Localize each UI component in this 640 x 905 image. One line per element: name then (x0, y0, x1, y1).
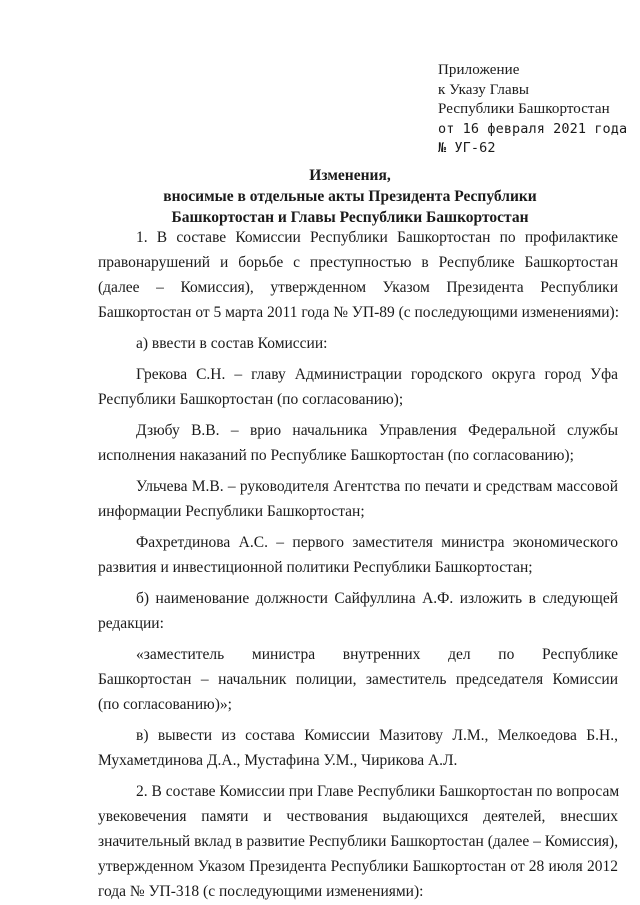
paragraph-line: (далее – Комиссия), утвержденном Указом Президента Республики (98, 279, 618, 296)
title-line: Башкортостан и Главы Республики Башкортостан (171, 209, 529, 226)
paragraph-line: 1. В составе Комиссии Республики Башкортостан по профилактике (136, 229, 618, 246)
appendix-block (438, 61, 638, 159)
paragraph-line: в) вывести из состава Комиссии Мазитову Л.М., Мелкоедова Б.Н., (136, 727, 618, 744)
title-line: Изменения, (309, 167, 391, 184)
appendix-number: № УГ-62 (438, 140, 496, 156)
paragraph-line: правонарушений и борьбе с преступностью в Республике Башкортостан (98, 254, 618, 271)
paragraph-line: значительный вклад в развитие Республики Башкортостан (далее – Комиссия), (98, 833, 619, 850)
paragraph-line: а) ввести в состав Комиссии: (136, 335, 328, 352)
paragraph (98, 642, 618, 717)
paragraph (98, 779, 618, 904)
appendix-republic: Республики Башкортостан (438, 101, 610, 117)
title-line: вносимые в отдельные акты Президента Республики (163, 188, 537, 205)
document-body (98, 225, 618, 904)
paragraph (98, 418, 618, 468)
paragraph-line: Башкортостан – начальник полиции, заместитель председателя Комиссии (98, 671, 618, 688)
paragraph-line: утвержденном Указом Президента Республики Башкортостан от 28 июля 2012 (98, 858, 618, 875)
paragraph-line: Грекова С.Н. – главу Администрации городского округа город Уфа (136, 366, 618, 383)
paragraph-line: года № УП-318 (с последующими изменениями): (98, 883, 424, 900)
paragraph-line: (по согласованию)»; (98, 696, 232, 713)
paragraph-line: 2. В составе Комиссии при Главе Республики Башкортостан по вопросам (136, 783, 620, 800)
paragraph-line: Мухаметдинова Д.А., Мустафина У.М., Чирикова А.Л. (98, 752, 458, 769)
paragraph (98, 586, 618, 636)
paragraph (98, 362, 618, 412)
appendix-decree-ref: к Указу Главы (438, 81, 530, 98)
paragraph-line: редакции: (98, 615, 164, 632)
paragraph (98, 723, 618, 773)
paragraph (98, 474, 618, 524)
paragraph (98, 331, 618, 356)
paragraph-line: исполнения наказаний по Республике Башкортостан (по согласованию); (98, 447, 574, 464)
appendix-label: Приложение (438, 62, 520, 78)
paragraph-line: информации Республики Башкортостан; (98, 503, 365, 520)
paragraph-line: Дзюбу В.В. – врио начальника Управления Федеральной службы (136, 422, 618, 439)
paragraph-line: «заместитель министра внутренних дел по Республике (136, 646, 618, 663)
paragraph-line: Башкортостан от 5 марта 2011 года № УП-89 (с последующими изменениями): (98, 304, 620, 321)
paragraph-line: развития и инвестиционной политики Республики Башкортостан; (98, 559, 533, 576)
appendix-date: от 16 февраля 2021 года (438, 120, 628, 137)
paragraph-line: увековечения памяти и чествования выдающихся деятелей, внесших (98, 808, 618, 825)
paragraph-line: Республики Башкортостан (по согласованию); (98, 391, 404, 408)
paragraph-line: б) наименование должности Сайфуллина А.Ф. изложить в следующей (136, 590, 618, 607)
paragraph (98, 225, 618, 325)
paragraph-line: Ульчева М.В. – руководителя Агентства по печати и средствам массовой (136, 478, 618, 495)
paragraph-line: Фахретдинова А.С. – первого заместителя министра экономического (136, 534, 618, 551)
document-title (60, 165, 640, 228)
paragraph (98, 530, 618, 580)
